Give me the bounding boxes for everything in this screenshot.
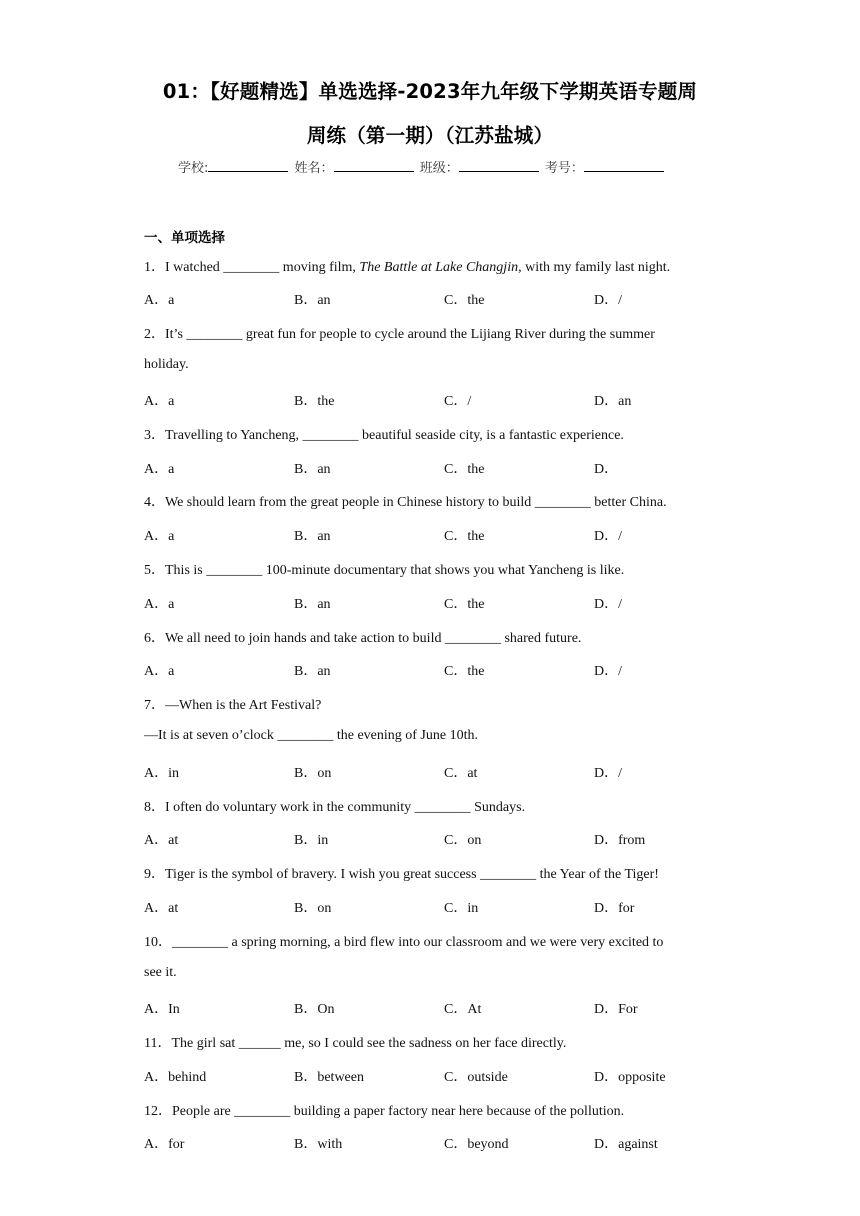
question-12-option-b: B．with <box>294 1137 343 1152</box>
exam-number-label: 考号： <box>544 161 584 176</box>
question-3-option-d: D． <box>594 462 619 477</box>
question-10-option-d: D．For <box>594 1002 638 1017</box>
question-1-option-b: B．an <box>294 293 331 308</box>
question-2-option-c: C．/ <box>444 394 472 409</box>
question-8-option-b: B．in <box>294 833 329 848</box>
section-heading: 一、单项选择 <box>144 230 225 246</box>
question-4-option-b: B．an <box>294 529 331 544</box>
question-10-option-c: C．At <box>444 1002 482 1017</box>
question-11-stem <box>144 1032 566 1052</box>
question-12-option-d: D．against <box>594 1137 658 1152</box>
question-1-option-c: C．the <box>444 293 485 308</box>
question-6-option-a: A．a <box>144 664 175 679</box>
school-label: 学校: <box>178 161 209 176</box>
question-text: —When is the Art Festival? <box>165 698 322 713</box>
question-2-option-b: B．the <box>294 394 335 409</box>
question-number: 10． <box>144 935 172 950</box>
question-2-option-d: D．an <box>594 394 632 409</box>
question-10-stem-continued: see it. <box>144 965 177 980</box>
question-7-option-a: A．in <box>144 766 179 781</box>
question-2-stem <box>144 323 655 343</box>
name-label: 姓名： <box>294 161 334 176</box>
question-4-option-d: D．/ <box>594 529 622 544</box>
question-6-option-d: D．/ <box>594 664 622 679</box>
student-info-row <box>178 157 666 176</box>
question-8-stem <box>144 796 525 816</box>
document-title-line-2: 周练（第一期）（江苏盐城） <box>306 124 554 147</box>
question-text-end: , with my family last night. <box>518 260 671 275</box>
question-10-stem <box>144 931 663 951</box>
document-title-line-1: 01：【好题精选】单选选择-2023年九年级下学期英语专题周 <box>162 80 698 103</box>
class-label: 班级： <box>419 161 459 176</box>
question-9-option-a: A．at <box>144 901 179 916</box>
question-12-option-a: A．for <box>144 1137 185 1152</box>
question-7-stem <box>144 694 321 714</box>
question-3-option-b: B．an <box>294 462 331 477</box>
question-11-option-a: A．behind <box>144 1070 207 1085</box>
question-text: We should learn from the great people in Chinese history to build ________ better China. <box>165 495 667 510</box>
question-number: 5． <box>144 563 165 578</box>
question-8-option-d: D．from <box>594 833 646 848</box>
question-7-option-c: C．at <box>444 766 478 781</box>
question-number: 7． <box>144 698 165 713</box>
question-9-option-c: C．in <box>444 901 479 916</box>
question-7-option-d: D．/ <box>594 766 622 781</box>
question-3-stem <box>144 424 624 444</box>
exam-number-blank <box>584 159 664 172</box>
question-5-option-c: C．the <box>444 597 485 612</box>
question-7-option-b: B．on <box>294 766 332 781</box>
question-4-stem <box>144 491 667 511</box>
question-5-option-d: D．/ <box>594 597 622 612</box>
question-number: 8． <box>144 800 165 815</box>
question-text: People are ________ building a paper factory near here because of the pollution. <box>172 1104 625 1119</box>
question-text: The girl sat ______ me, so I could see the sadness on her face directly. <box>171 1036 567 1051</box>
question-10-option-a: A．In <box>144 1002 180 1017</box>
question-text: I watched ________ moving film, <box>165 260 360 275</box>
question-12-option-c: C．beyond <box>444 1137 509 1152</box>
question-7-stem-continued: —It is at seven o’clock ________ the evening of June 10th. <box>144 728 478 743</box>
question-text: I often do voluntary work in the community ________ Sundays. <box>165 800 526 815</box>
school-blank <box>208 159 288 172</box>
question-text: ________ a spring morning, a bird flew into our classroom and we were very excited to <box>172 935 664 950</box>
question-6-option-b: B．an <box>294 664 331 679</box>
question-text: We all need to join hands and take action to build ________ shared future. <box>165 631 582 646</box>
question-number: 11． <box>144 1036 172 1051</box>
question-5-stem <box>144 559 624 579</box>
question-11-option-c: C．outside <box>444 1070 508 1085</box>
question-9-option-d: D．for <box>594 901 635 916</box>
question-text: This is ________ 100-minute documentary that shows you what Yancheng is like. <box>165 563 625 578</box>
question-12-stem <box>144 1100 624 1120</box>
question-10-option-b: B．On <box>294 1002 335 1017</box>
question-6-stem <box>144 627 581 647</box>
question-number: 2． <box>144 327 165 342</box>
question-2-option-a: A．a <box>144 394 175 409</box>
question-text: Tiger is the symbol of bravery. I wish you great success ________ the Year of the Tiger! <box>165 867 659 882</box>
question-1-option-d: D．/ <box>594 293 622 308</box>
question-text: It’s ________ great fun for people to cycle around the Lijiang River during the summer <box>165 327 655 342</box>
question-11-option-d: D．opposite <box>594 1070 666 1085</box>
question-3-option-a: A．a <box>144 462 175 477</box>
question-4-option-a: A．a <box>144 529 175 544</box>
question-5-option-b: B．an <box>294 597 331 612</box>
question-1-stem <box>144 256 670 276</box>
question-4-option-c: C．the <box>444 529 485 544</box>
question-1-option-a: A．a <box>144 293 175 308</box>
question-number: 6． <box>144 631 165 646</box>
question-number: 1． <box>144 260 165 275</box>
question-3-option-c: C．the <box>444 462 485 477</box>
class-blank <box>459 159 539 172</box>
question-5-option-a: A．a <box>144 597 175 612</box>
question-8-option-c: C．on <box>444 833 482 848</box>
name-blank <box>334 159 414 172</box>
question-number: 9． <box>144 867 165 882</box>
question-8-option-a: A．at <box>144 833 179 848</box>
film-title: The Battle at Lake Changjin <box>359 260 519 275</box>
question-9-option-b: B．on <box>294 901 332 916</box>
question-number: 3． <box>144 428 165 443</box>
question-11-option-b: B．between <box>294 1070 364 1085</box>
question-text: Travelling to Yancheng, ________ beautiful seaside city, is a fantastic experience. <box>165 428 624 443</box>
question-6-option-c: C．the <box>444 664 485 679</box>
question-number: 12． <box>144 1104 172 1119</box>
question-number: 4． <box>144 495 165 510</box>
question-2-stem-continued: holiday. <box>144 357 189 372</box>
question-9-stem <box>144 863 659 883</box>
